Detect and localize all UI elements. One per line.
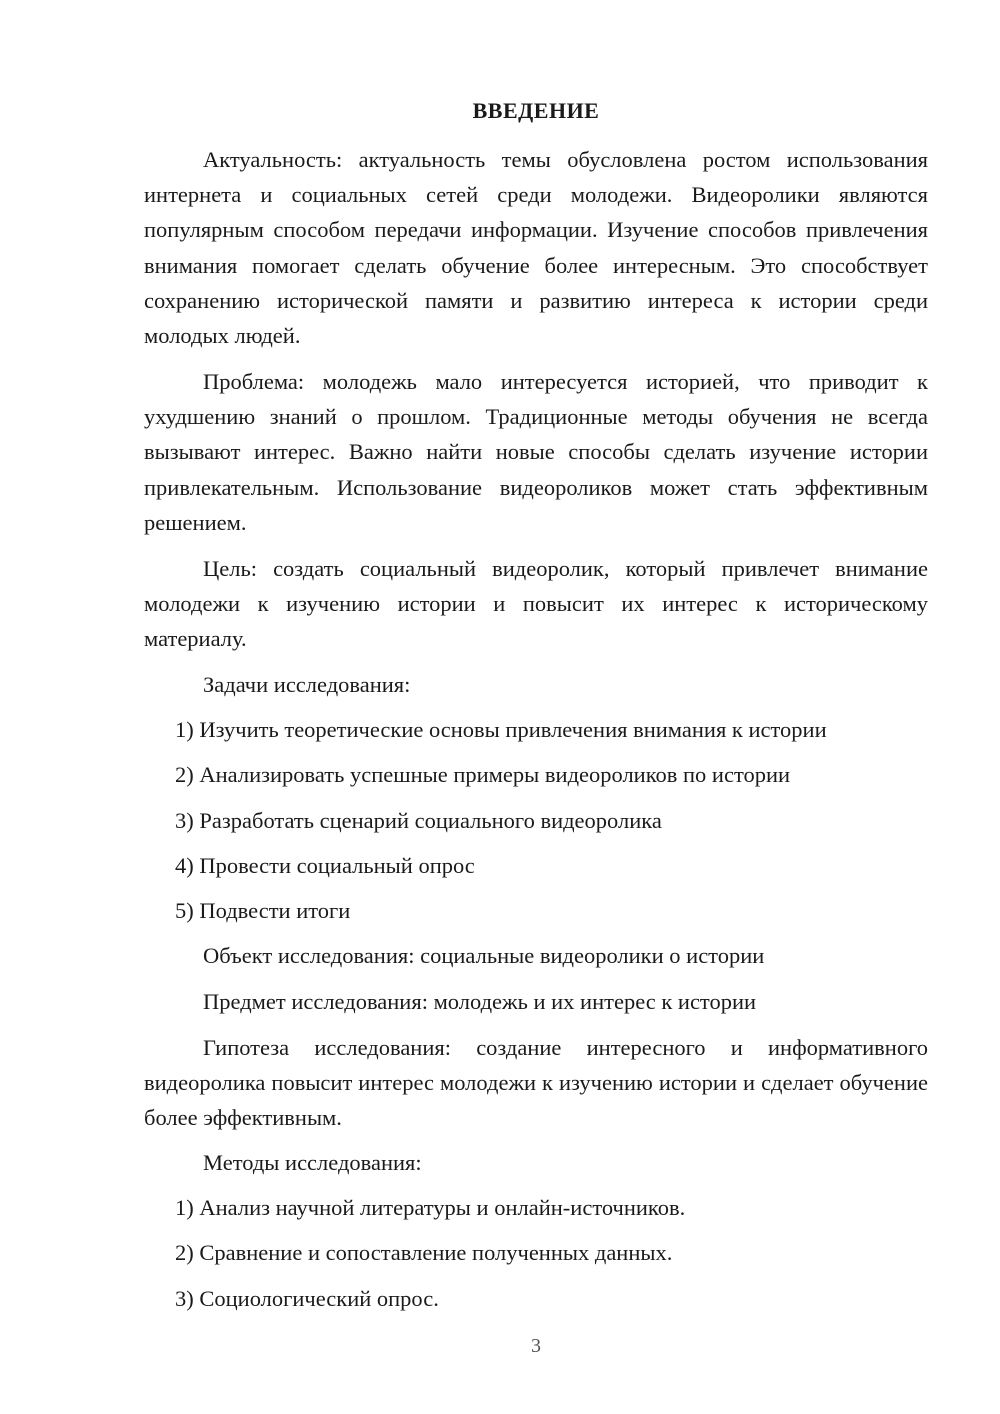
paragraph-goal: Цель: создать социальный видеоролик, который привлечет внимание молодежи к изучению истории и повысит их интерес к историческому материалу. <box>144 556 928 652</box>
task-item: 5) Подвести итоги <box>175 898 351 923</box>
page-title: ВВЕДЕНИЕ <box>472 98 600 123</box>
method-item: 1) Анализ научной литературы и онлайн-источников. <box>175 1195 686 1220</box>
page-number: 3 <box>531 1335 541 1357</box>
task-item: 4) Провести социальный опрос <box>175 853 475 878</box>
paragraph-relevance: Актуальность: актуальность темы обусловлена ростом использования интернета и социальных сетей среди молодежи. Видеоролики являются популярным способом передачи информации. Изучение способов привлечения внимания помогает сделать обучение более интересным. Это способствует сохранению исторической памяти и развитию интереса к истории среди молодых людей. <box>144 147 928 349</box>
tasks-heading: Задачи исследования: <box>203 672 411 697</box>
task-item: 3) Разработать сценарий социального видеоролика <box>175 808 662 833</box>
methods-heading: Методы исследования: <box>203 1150 422 1175</box>
task-item: 2) Анализировать успешные примеры видеороликов по истории <box>175 762 791 787</box>
research-subject: Предмет исследования: молодежь и их интерес к истории <box>203 989 757 1014</box>
paragraph-hypothesis: Гипотеза исследования: создание интересного и информативного видеоролика повысит интерес молодежи к изучению истории и сделает обучение более эффективным. <box>144 1035 928 1131</box>
research-object: Объект исследования: социальные видеоролики о истории <box>203 943 765 968</box>
paragraph-problem: Проблема: молодежь мало интересуется историей, что приводит к ухудшению знаний о прошлом. Традиционные методы обучения не всегда вызывают интерес. Важно найти новые способы сделать изучение истории привлекательным. Использование видеороликов может стать эффективным решением. <box>144 369 928 535</box>
method-item: 2) Сравнение и сопоставление полученных данных. <box>175 1240 673 1265</box>
task-item: 1) Изучить теоретические основы привлечения внимания к истории <box>175 717 827 742</box>
method-item: 3) Социологический опрос. <box>175 1286 439 1311</box>
